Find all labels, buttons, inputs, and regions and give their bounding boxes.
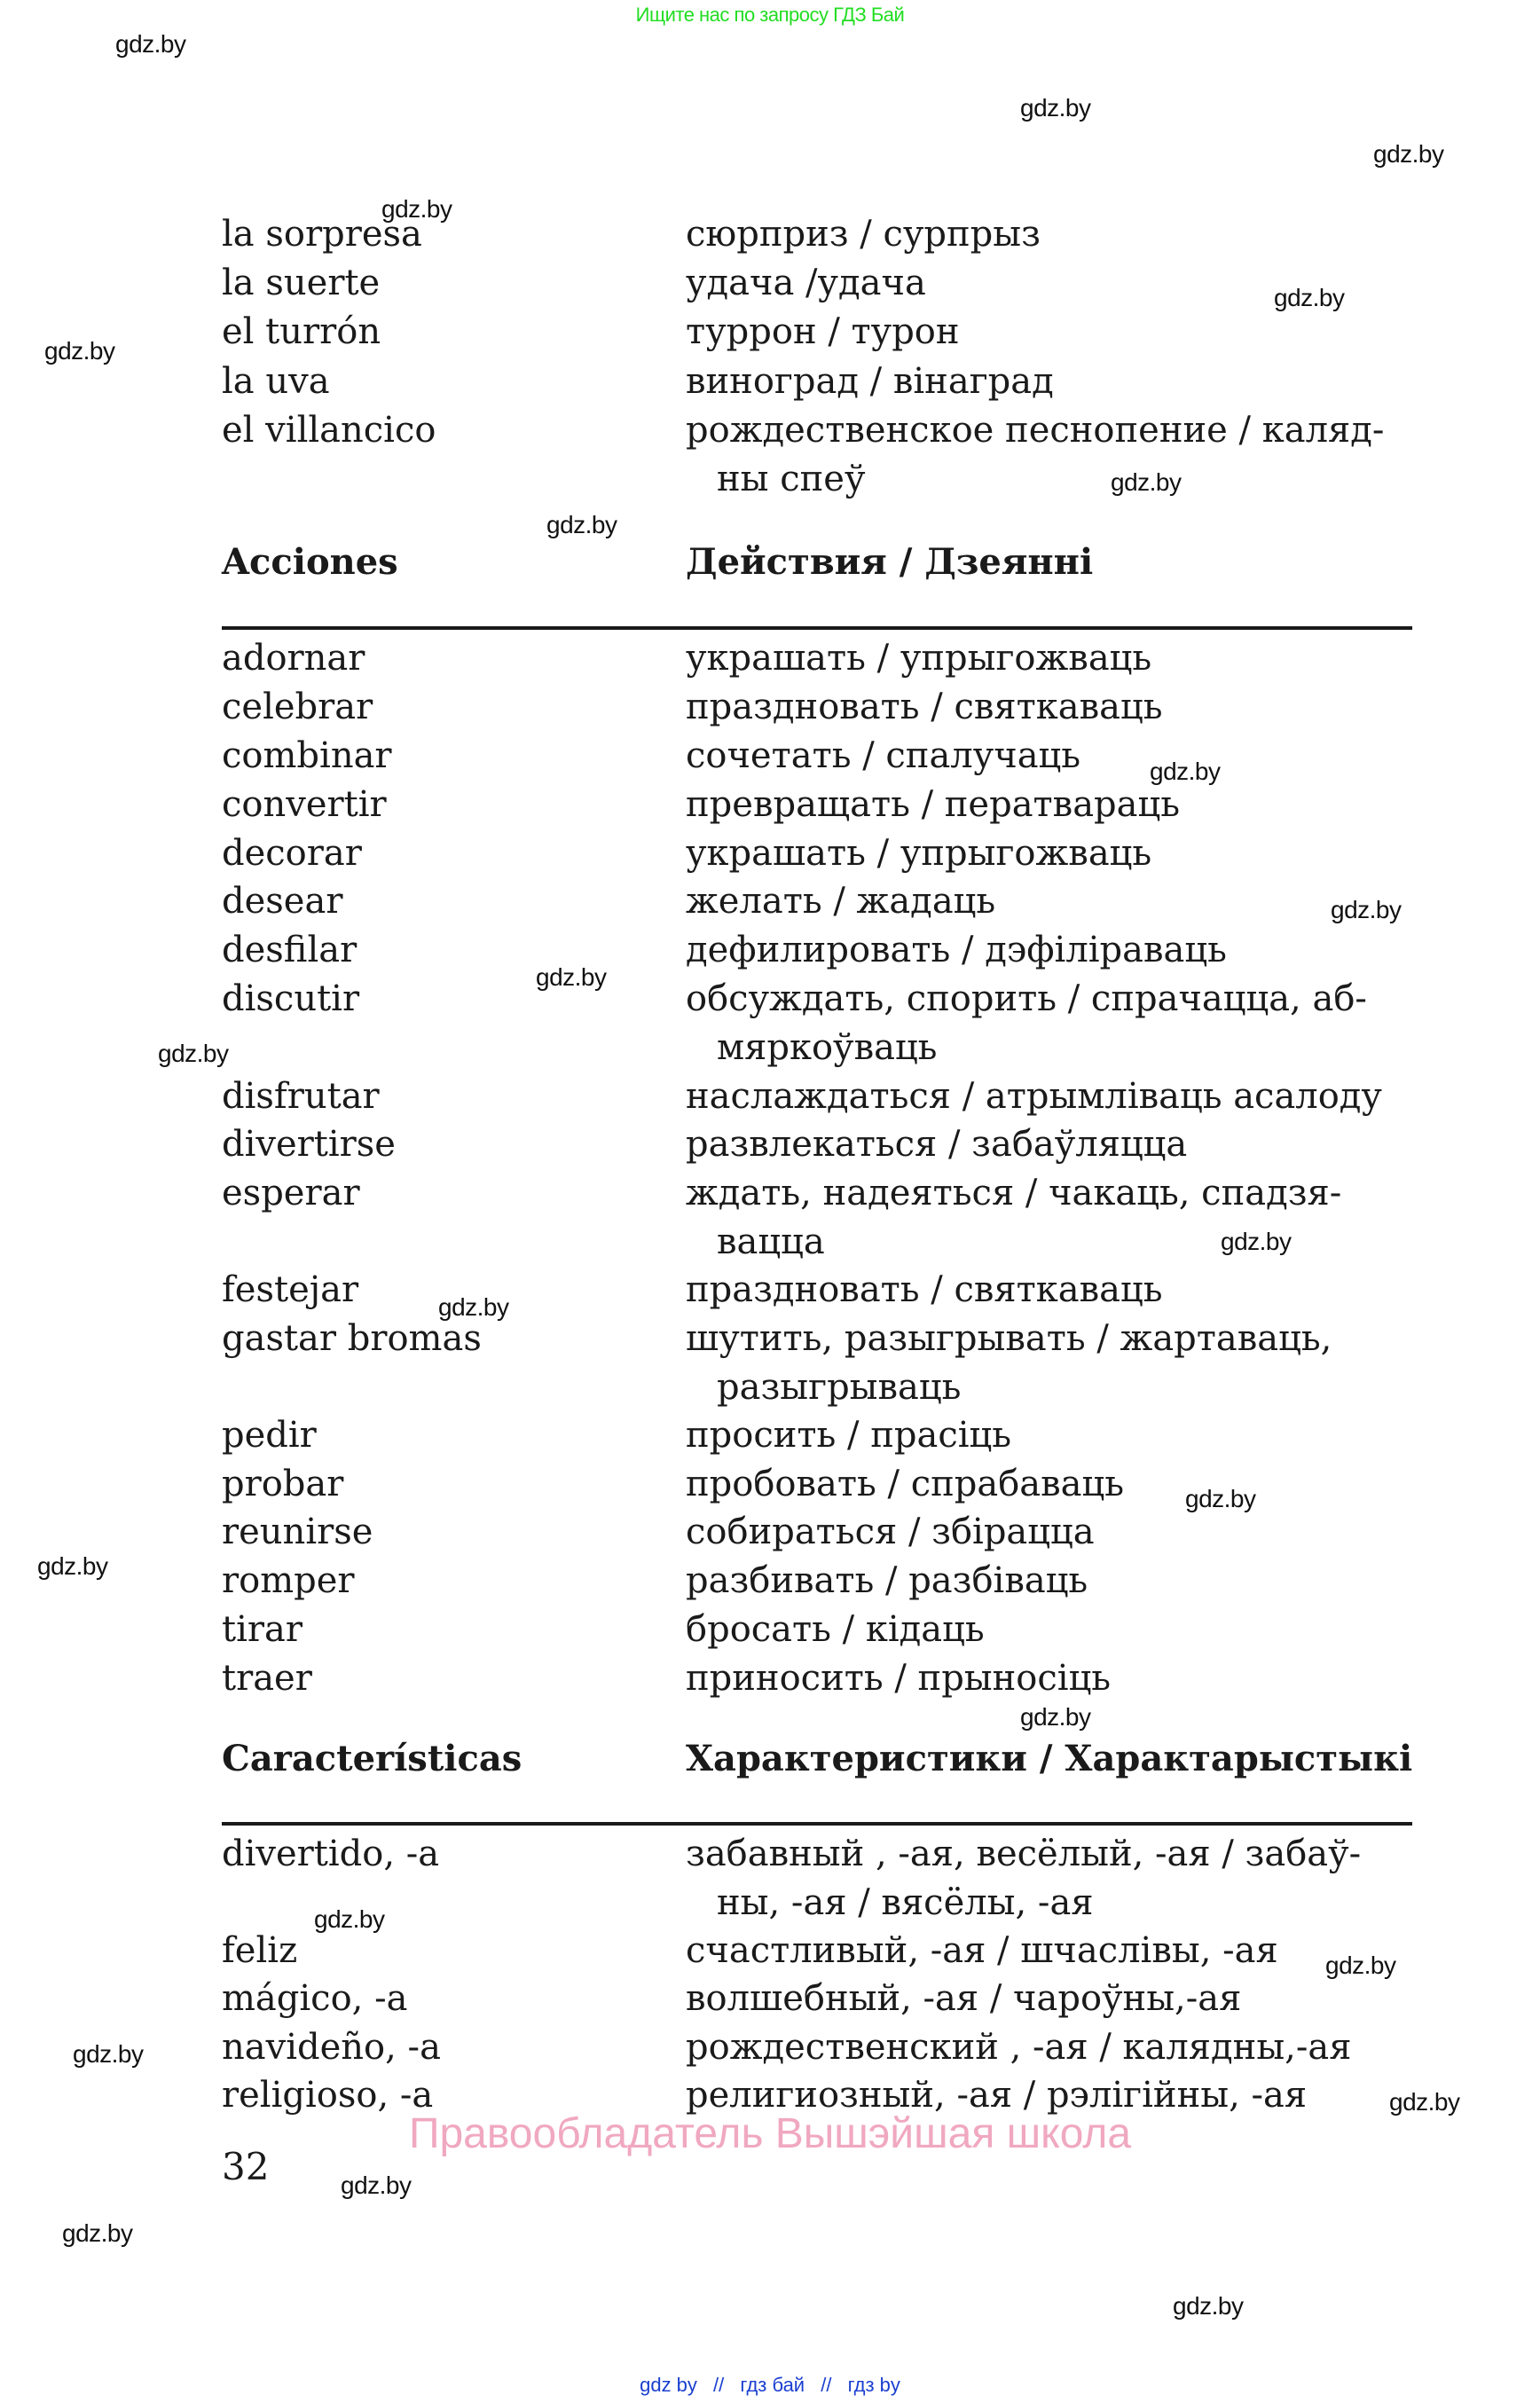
vocab-translation: просить / прасіць <box>686 1415 1012 1456</box>
watermark-text: gdz.by <box>1331 896 1402 923</box>
vocab-translation: разбивать / разбіваць <box>686 1560 1088 1601</box>
vocab-term-spanish: esperar <box>222 1173 360 1213</box>
vocab-translation: украшать / упрыгожваць <box>686 638 1152 679</box>
vocab-translation: волшебный, -ая / чароўны,-ая <box>686 1978 1242 2019</box>
watermark-text: gdz.by <box>1150 758 1221 785</box>
vocab-translation: рождественский , -ая / калядны,-ая <box>686 2027 1352 2068</box>
vocab-translation: бросать / кідаць <box>686 1609 985 1650</box>
vocab-term-spanish: reunirse <box>222 1512 373 1552</box>
vocab-translation: забавный , -ая, весёлый, -ая / забаў- <box>686 1834 1362 1874</box>
watermark-text: gdz.by <box>381 195 452 223</box>
watermark-text: gdz.by <box>1020 1703 1091 1731</box>
section-header-translation: Характеристики / Характарыстыкі <box>686 1738 1413 1779</box>
vocab-term-spanish: desfilar <box>222 930 358 970</box>
vocab-translation: рождественское песнопение / каляд- <box>686 410 1385 451</box>
vocab-term-spanish: disfrutar <box>222 1076 380 1117</box>
vocab-term-spanish: navideño, -a <box>222 2027 441 2068</box>
watermark-text: gdz.by <box>1373 140 1444 168</box>
footer-links <box>0 2374 1540 2397</box>
vocab-translation-continued: вацца <box>717 1221 825 1262</box>
vocab-term-spanish: religioso, -a <box>222 2075 434 2116</box>
vocab-translation: праздновать / святкаваць <box>686 687 1163 727</box>
footer-separator: // <box>713 2374 725 2396</box>
vocab-translation: шутить, разыгрывать / жартаваць, <box>686 1318 1332 1359</box>
vocab-term-spanish: decorar <box>222 833 362 874</box>
vocab-term-spanish: tirar <box>222 1609 302 1650</box>
footer-link-gdz-by-cyr[interactable]: гдз by <box>847 2374 900 2396</box>
watermark-text: gdz.by <box>44 337 115 365</box>
vocab-translation: счастливый, -ая / шчаслівы, -ая <box>686 1930 1278 1971</box>
watermark-text: gdz.by <box>1173 2292 1244 2320</box>
vocab-term-spanish: divertido, -a <box>222 1834 440 1874</box>
vocab-term-spanish: la uva <box>222 361 330 402</box>
watermark-text: gdz.by <box>1325 1951 1396 1979</box>
vocab-translation: желать / жадаць <box>686 881 996 922</box>
vocab-translation-continued: мяркоўваць <box>717 1027 938 1068</box>
watermark-text: gdz.by <box>1389 2088 1460 2116</box>
vocab-translation: наслаждаться / атрымліваць асалоду <box>686 1076 1382 1117</box>
footer-link-gdz-bai[interactable]: гдз бай <box>740 2374 805 2396</box>
footer-link-gdz-by[interactable]: gdz by <box>640 2374 697 2396</box>
watermark-text: gdz.by <box>1111 468 1182 496</box>
vocab-translation: дефилировать / дэфіліраваць <box>686 930 1227 970</box>
watermark-text: gdz.by <box>438 1293 509 1321</box>
vocab-term-spanish: el turrón <box>222 311 381 352</box>
section-divider <box>222 626 1412 630</box>
copyright-notice: Правообладатель Вышэйшая школа <box>408 2110 1132 2157</box>
watermark-text: gdz.by <box>546 511 617 538</box>
vocab-term-spanish: traer <box>222 1658 312 1699</box>
vocab-translation: виноград / вінаград <box>686 361 1054 402</box>
watermark-text: gdz.by <box>1185 1485 1256 1512</box>
page-number: 32 <box>222 2145 270 2188</box>
watermark-text: gdz.by <box>536 963 607 991</box>
vocab-translation: туррон / турон <box>686 311 960 352</box>
vocab-term-spanish: celebrar <box>222 687 373 727</box>
vocab-translation: украшать / упрыгожваць <box>686 833 1152 874</box>
vocab-translation: религиозный, -ая / рэлігійны, -ая <box>686 2075 1308 2116</box>
vocab-translation-continued: ны, -ая / вясёлы, -ая <box>717 1882 1094 1923</box>
watermark-text: gdz.by <box>1221 1228 1292 1255</box>
vocab-term-spanish: adornar <box>222 638 365 679</box>
vocab-term-spanish: gastar bromas <box>222 1318 482 1359</box>
vocab-term-spanish: el villancico <box>222 410 436 451</box>
section-divider <box>222 1822 1412 1826</box>
vocab-translation: ждать, надеяться / чакаць, спадзя- <box>686 1173 1342 1213</box>
watermark-text: gdz.by <box>37 1552 108 1580</box>
watermark-text: gdz.by <box>314 1905 385 1933</box>
vocab-translation: сочетать / спалучаць <box>686 735 1081 776</box>
vocab-translation: приносить / прыносіць <box>686 1658 1112 1699</box>
section-header-spanish: Características <box>222 1738 522 1779</box>
vocab-term-spanish: mágico, -a <box>222 1978 408 2019</box>
vocab-term-spanish: combinar <box>222 735 392 776</box>
vocab-term-spanish: probar <box>222 1464 344 1504</box>
section-header-spanish: Acciones <box>222 541 398 583</box>
section-header-translation: Действия / Дзеянні <box>686 541 1094 583</box>
vocab-term-spanish: discutir <box>222 978 360 1019</box>
footer-separator: // <box>821 2374 832 2396</box>
watermark-text: gdz.by <box>1274 284 1345 311</box>
vocab-translation: сюрприз / сурпрыз <box>686 214 1041 255</box>
vocab-term-spanish: divertirse <box>222 1124 396 1165</box>
vocab-translation: праздновать / святкаваць <box>686 1269 1163 1310</box>
watermark-text: gdz.by <box>115 30 186 58</box>
watermark-text: gdz.by <box>158 1040 229 1067</box>
top-banner: Ищите нас по запросу ГДЗ Бай <box>635 4 905 26</box>
vocab-translation: развлекаться / забаўляцца <box>686 1124 1188 1165</box>
vocab-translation: удача /удача <box>686 263 926 303</box>
vocab-term-spanish: romper <box>222 1560 355 1601</box>
watermark-text: gdz.by <box>62 2219 133 2247</box>
vocab-translation: обсуждать, спорить / спрачацца, аб- <box>686 978 1367 1019</box>
vocab-translation-continued: разыгрываць <box>717 1367 962 1408</box>
vocab-term-spanish: la suerte <box>222 263 381 303</box>
vocab-term-spanish: festejar <box>222 1269 359 1310</box>
vocab-term-spanish: feliz <box>222 1930 298 1971</box>
watermark-text: gdz.by <box>73 2040 144 2068</box>
vocab-translation-continued: ны спеў <box>717 459 866 499</box>
vocab-translation: пробовать / спрабаваць <box>686 1464 1125 1504</box>
vocab-term-spanish: la sorpresa <box>222 214 422 255</box>
watermark-text: gdz.by <box>341 2171 412 2199</box>
watermark-text: gdz.by <box>1020 94 1091 122</box>
vocab-translation: собираться / збірацца <box>686 1512 1095 1552</box>
vocab-term-spanish: pedir <box>222 1415 317 1456</box>
vocab-term-spanish: convertir <box>222 784 387 825</box>
vocab-term-spanish: desear <box>222 881 343 922</box>
vocab-translation: превращать / ператвараць <box>686 784 1180 825</box>
